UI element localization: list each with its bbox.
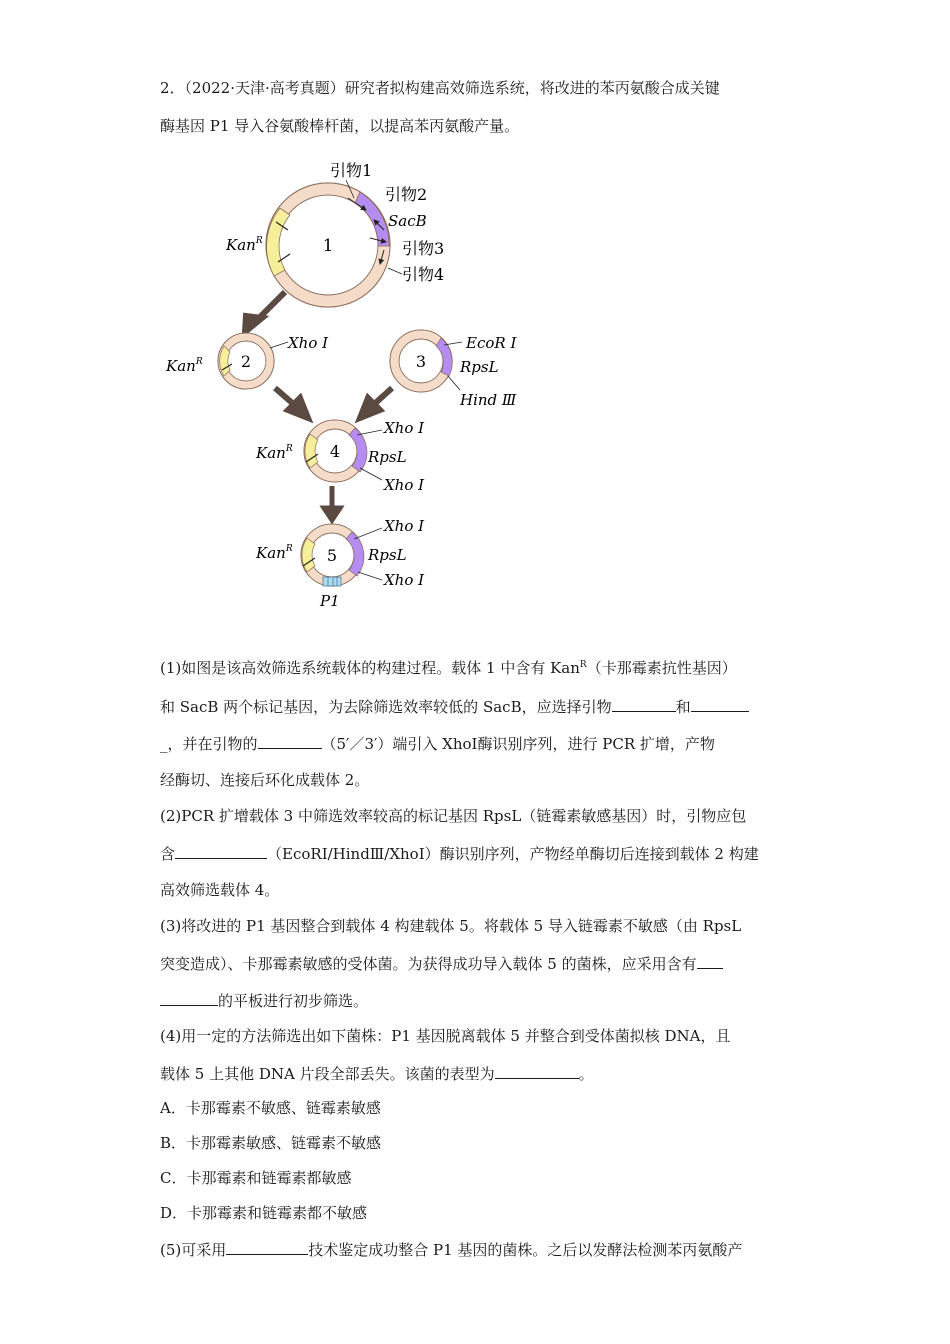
q5-line1: (5)可采用 技术鉴定成功整合 P1 基因的菌株。之后以发酵法检测苯丙氨酸产 (160, 1241, 743, 1259)
q3-line2: 突变造成）、卡那霉素敏感的受体菌。为获得成功导入载体 5 的菌株，应采用含有 (160, 953, 723, 974)
kan-label-1: Kan$^R$ (226, 236, 263, 254)
kan-label-2: Kan$^R$ (166, 357, 203, 375)
q1-blank-end[interactable] (258, 733, 322, 749)
q1-line3: _，并在引物的 （5′／3′）端引入 XhoⅠ酶识别序列，进行 PCR 扩增，产物 (160, 735, 715, 753)
q3-blank-plate-b[interactable] (160, 990, 218, 1006)
xho-label-2: Xho Ⅰ (288, 334, 329, 352)
plasmid-4-number: 4 (329, 442, 341, 461)
q2-line1: (2)PCR 扩增载体 3 中筛选效率较高的标记基因 RpsL（链霉素敏感基因）时，引物应包 (160, 807, 747, 825)
q3-blank-plate-a[interactable] (697, 953, 723, 969)
plasmid-3 (390, 330, 517, 409)
q1-blank-primer-b[interactable] (691, 696, 749, 712)
q2-line3: 高效筛选载体 4。 (160, 881, 280, 899)
q4-option-d[interactable]: D．卡那霉素和链霉素都不敏感 (160, 1204, 368, 1222)
rpsl-label-5: RpsL (368, 546, 407, 564)
arrow-4-to-5 (324, 486, 340, 520)
hind-label: Hind Ⅲ (460, 391, 517, 409)
q4-option-b[interactable]: B．卡那霉素敏感、链霉素不敏感 (160, 1134, 382, 1152)
vector-construction-figure (160, 150, 540, 620)
plasmid-2 (165, 333, 329, 389)
xho-label-5a: Xho Ⅰ (384, 517, 425, 535)
q3-line1: (3)将改进的 P1 基因整合到载体 4 构建载体 5。将载体 5 导入链霉素不敏感（由 RpsL (160, 917, 742, 935)
xho-label-4b: Xho Ⅰ (384, 476, 425, 494)
rpsl-label-4: RpsL (368, 448, 407, 466)
rpsl-label-3: RpsL (460, 358, 499, 376)
q5-blank-technique[interactable] (226, 1239, 308, 1255)
q1-line2: 和 SacB 两个标记基因，为去除筛选效率较低的 SacB，应选择引物 和 (160, 696, 749, 717)
plasmid-5 (255, 517, 425, 610)
q2-blank-enzyme[interactable] (175, 843, 267, 859)
kan-label-4: Kan$^R$ (256, 444, 293, 462)
plasmid-1-number: 1 (322, 236, 334, 256)
p1-gene-region (323, 577, 341, 586)
primer1-label: 引物1 (330, 161, 373, 180)
xho-label-4a: Xho Ⅰ (384, 419, 425, 437)
q4-option-c[interactable]: C．卡那霉素和链霉素都敏感 (160, 1169, 352, 1187)
question-header-line1: 2．（2022·天津·高考真题）研究者拟构建高效筛选系统，将改进的苯丙氨酸合成关键 (160, 79, 720, 97)
sacb-label: SacB (388, 212, 427, 230)
question-header-line2: 酶基因 P1 导入谷氨酸棒杆菌，以提高苯丙氨酸产量。 (160, 117, 520, 135)
plasmid-5-number: 5 (326, 546, 338, 565)
q4-blank-phenotype[interactable] (495, 1063, 579, 1079)
q4-line1: (4)用一定的方法筛选出如下菌株：P1 基因脱离载体 5 并整合到受体菌拟核 DNA，且 (160, 1027, 731, 1045)
xho-label-5b: Xho Ⅰ (384, 571, 425, 589)
q2-line2: 含 （EcoRⅠ/HindⅢ/XhoⅠ）酶识别序列，产物经单酶切后连接到载体 2 构建 (160, 845, 759, 863)
q1-line4: 经酶切、连接后环化成载体 2。 (160, 771, 370, 789)
arrow-2-to-4 (275, 388, 308, 418)
q1-blank-primer-a[interactable] (612, 696, 676, 712)
plasmid-4 (255, 419, 425, 494)
arrow-3-to-4 (360, 388, 392, 418)
ecor-label: EcoR Ⅰ (466, 334, 517, 352)
plasmid-3-number: 3 (415, 352, 427, 371)
plasmid-1 (225, 161, 444, 307)
arrow-1-to-2 (245, 292, 285, 332)
primer2-label: 引物2 (385, 185, 428, 204)
q4-line2: 载体 5 上其他 DNA 片段全部丢失。该菌的表型为 。 (160, 1065, 594, 1083)
primer4-label: 引物4 (402, 265, 445, 284)
q3-line3: 的平板进行初步筛选。 (160, 990, 368, 1011)
primer3-label: 引物3 (402, 239, 445, 258)
p1-label: P1 (320, 592, 340, 610)
kan-label-5: Kan$^R$ (256, 544, 293, 562)
q4-option-a[interactable]: A．卡那霉素不敏感、链霉素敏感 (160, 1099, 381, 1117)
q1-line1: (1)如图是该高效筛选系统载体的构建过程。载体 1 中含有 Kan$^R$（卡那霉素抗性基因） (160, 659, 737, 677)
plasmid-2-number: 2 (240, 352, 252, 371)
